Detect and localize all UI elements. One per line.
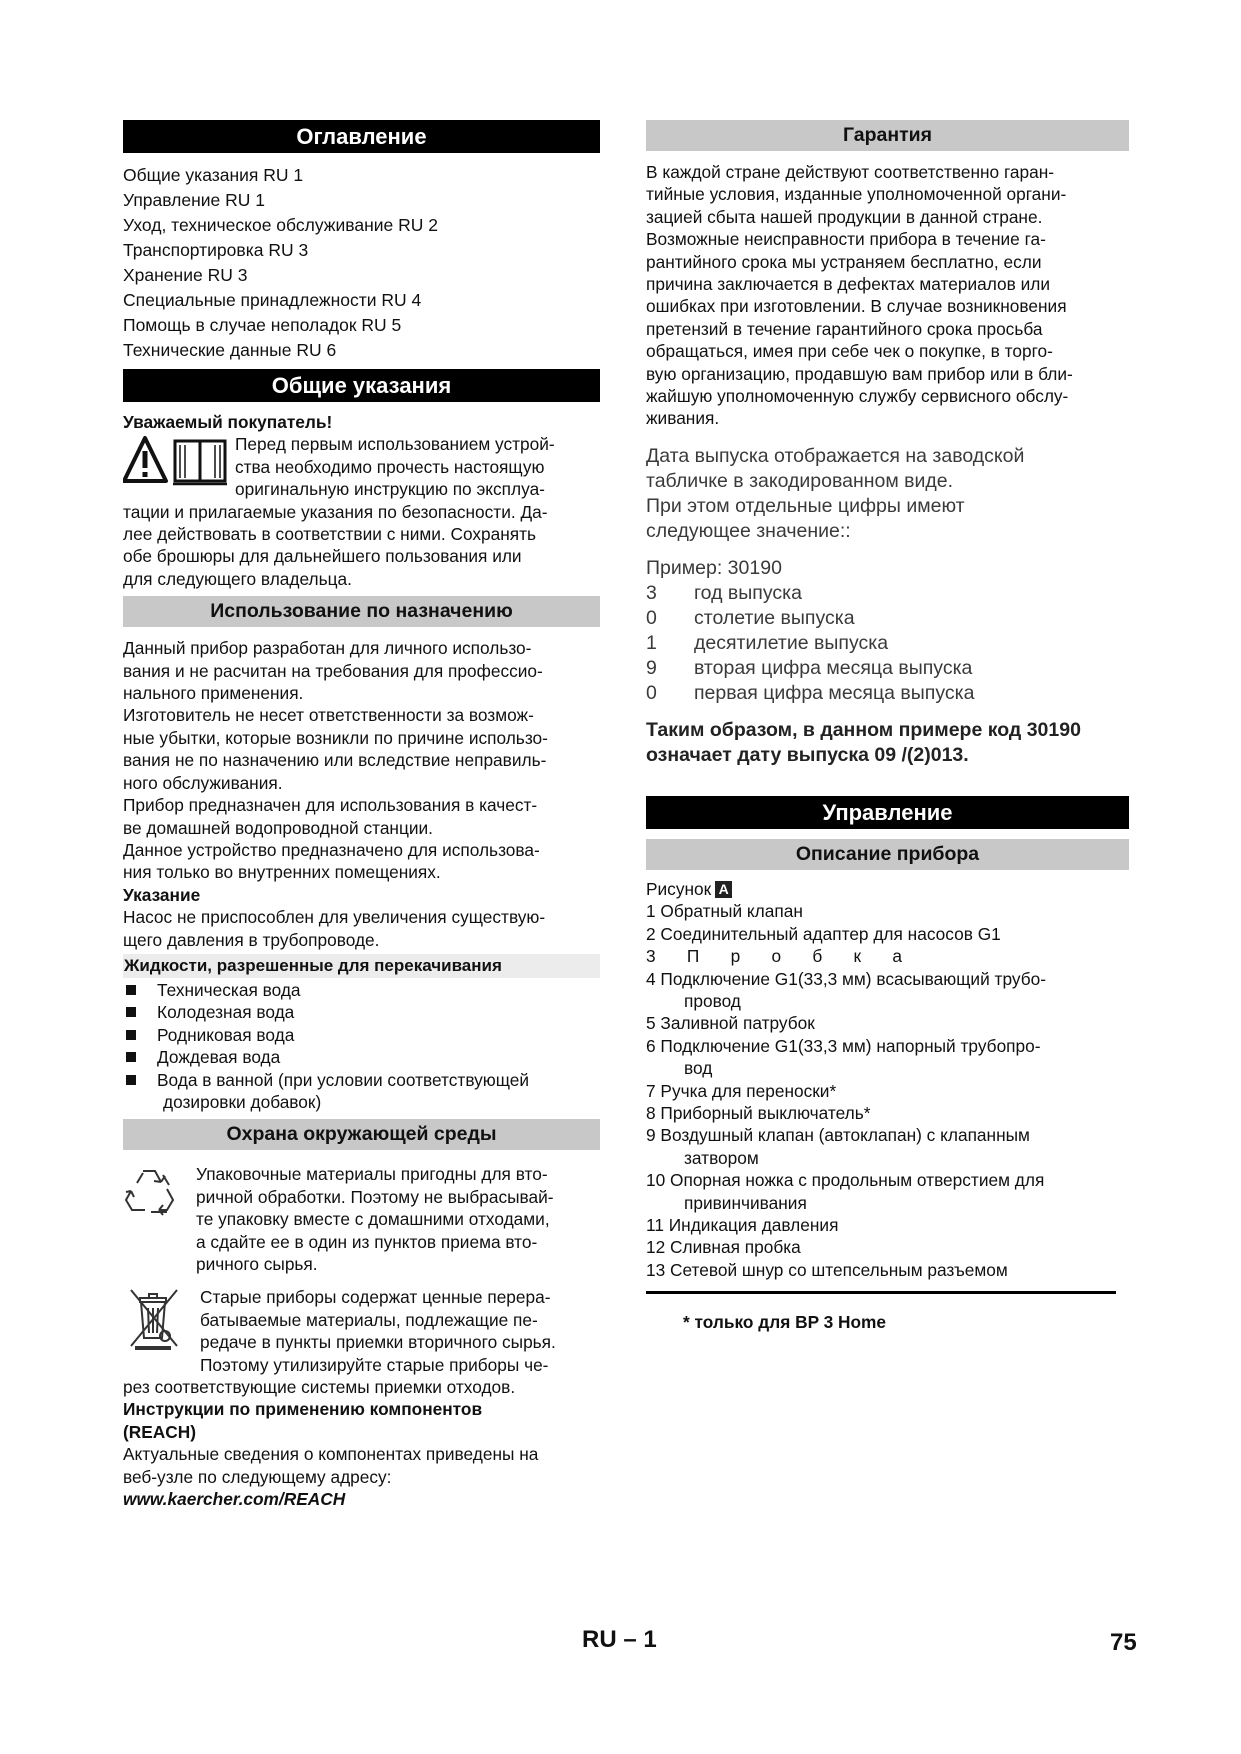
packaging-line: ричного сырья.: [196, 1254, 318, 1274]
warranty-line: претензий в течение гарантийного срока просьба: [646, 318, 1043, 339]
warranty-line: рантийного срока мы устраняем бесплатно, если: [646, 251, 1042, 272]
figure-reference: [646, 878, 1129, 900]
usage-text: [123, 637, 600, 951]
toc-item[interactable]: Общие указания RU 1: [123, 165, 304, 185]
warranty-line: ошибках при изготовлении. В случае возникновения: [646, 296, 1067, 317]
digit: 9: [646, 656, 657, 679]
warranty-line: причина заключается в дефектах материалов или: [646, 274, 1050, 295]
warranty-line: обращаться, имея при себе чек о покупке, в торго-: [646, 341, 1053, 362]
date-code-line: Дата выпуска отображается на заводской: [646, 444, 1025, 467]
intro-line: лее действовать в соответствии с ними. Сохранять: [123, 524, 537, 545]
packaging-line: ричной обработки. Поэтому не выбрасывай-: [196, 1186, 554, 1207]
bullet-icon: [126, 1007, 136, 1017]
reach-title: (REACH): [123, 1421, 196, 1442]
old-devices-line: редаче в пункты приемки вторичного сырья.: [200, 1332, 556, 1353]
list-item: [646, 945, 1129, 967]
warranty-text: [646, 161, 1129, 430]
bullet-icon: [126, 1052, 136, 1062]
right-column: [646, 120, 1129, 1333]
list-item: 13 Сетевой шнур со штепсельным разъемом: [646, 1259, 1008, 1280]
date-code-example: Пример: 30190: [646, 556, 782, 579]
list-item: [123, 1069, 600, 1114]
page-number: 75: [1110, 1629, 1137, 1656]
footnote-divider: [646, 1291, 1116, 1294]
warranty-line: В каждой стране действуют соответственно гаран-: [646, 162, 1055, 182]
packaging-line: Упаковочные материалы пригодны для вто-: [196, 1164, 548, 1185]
meaning: год выпуска: [694, 581, 802, 604]
crossed-bin-icon: [127, 1286, 183, 1352]
usage-line: ного обслуживания.: [123, 772, 283, 793]
toc-title: Оглавление: [123, 120, 600, 153]
device-description-title: Описание прибора: [646, 839, 1129, 870]
list-item: 2 Соединительный адаптер для насосов G1: [646, 923, 1001, 944]
old-devices-line: батываемые материалы, подлежащие пе-: [200, 1309, 538, 1330]
intro-line: обе брошюры для дальнейшего пользования или: [123, 546, 522, 567]
usage-line: ния только во внутренних помещениях.: [123, 862, 441, 883]
meaning: вторая цифра месяца выпуска: [694, 656, 973, 679]
date-code-row: [646, 656, 1129, 681]
list-item: 6 Подключение G1(33,3 мм) напорный трубопро-: [646, 1035, 1041, 1056]
reach-title: Инструкции по применению компонентов: [123, 1399, 483, 1420]
letter: к: [853, 946, 862, 967]
figure-a-icon: A: [715, 881, 732, 898]
list-item: 11 Индикация давления: [646, 1214, 839, 1235]
date-code-line: При этом отдельные цифры имеют: [646, 494, 965, 517]
intro-line: тации и прилагаемые указания по безопасности. Да-: [123, 501, 548, 522]
list-item-text: Колодезная вода: [157, 1002, 295, 1023]
warranty-line: живания.: [646, 408, 720, 429]
list-item: 7 Ручка для переноски*: [646, 1080, 837, 1101]
list-item-continuation: привинчивания: [684, 1192, 807, 1213]
toc-item[interactable]: Хранение RU 3: [123, 265, 248, 285]
reach-url-link[interactable]: www.kaercher.com/REACH: [123, 1489, 346, 1510]
environment-title: Охрана окружающей среды: [123, 1119, 600, 1150]
intro-line: для следующего владельца.: [123, 568, 352, 589]
note-line: щего давления в трубопроводе.: [123, 929, 380, 950]
letter: о: [771, 946, 782, 967]
toc-item[interactable]: Специальные принадлежности RU 4: [123, 290, 422, 310]
meaning: первая цифра месяца выпуска: [694, 681, 975, 704]
toc-item[interactable]: Уход, техническое обслуживание RU 2: [123, 215, 438, 235]
digit: 3: [646, 581, 657, 604]
list-item: 12 Сливная пробка: [646, 1237, 801, 1258]
usage-line: ве домашней водопроводной станции.: [123, 817, 433, 838]
list-item: 1 Обратный клапан: [646, 901, 803, 922]
usage-line: вания не по назначению или вследствие неправиль-: [123, 750, 547, 771]
letter: 3: [646, 946, 656, 967]
letter: П: [686, 946, 700, 967]
date-code-conclusion: Таким образом, в данном примере код 30190: [646, 718, 1081, 741]
old-devices-line: Старые приборы содержат ценные перера-: [200, 1287, 551, 1308]
packaging-line: а сдайте ее в один из пунктов приема вто-: [196, 1231, 538, 1252]
list-item-continuation: вод: [684, 1058, 713, 1079]
toc-item[interactable]: Технические данные RU 6: [123, 340, 337, 360]
meaning: столетие выпуска: [694, 606, 855, 629]
intro-block: [123, 433, 600, 590]
old-devices-line: Поэтому утилизируйте старые приборы че-: [200, 1354, 549, 1375]
date-code-conclusion: означает дату выпуска 09 /(2)013.: [646, 743, 969, 766]
old-devices-block: [123, 1286, 600, 1510]
usage-title: Использование по назначению: [123, 596, 600, 627]
page-label: RU – 1: [582, 1626, 657, 1653]
usage-line: Изготовитель не несет ответственности за возмож-: [123, 705, 534, 726]
packaging-line: те упаковку вместе с домашними отходами,: [196, 1209, 550, 1230]
footnote: * только для BP 3 Home: [683, 1312, 887, 1333]
digit: 0: [646, 681, 657, 704]
bullet-icon: [126, 1030, 136, 1040]
list-item-continuation: провод: [684, 990, 741, 1011]
warning-manual-icon: [123, 433, 233, 489]
control-title: Управление: [646, 796, 1129, 829]
date-code-block: [646, 444, 1129, 768]
usage-line: вания и не расчитан на требования для профессио-: [123, 660, 543, 681]
list-item-text: Техническая вода: [157, 979, 301, 1000]
date-code-row: [646, 681, 1129, 706]
list-item-continuation: затвором: [684, 1147, 759, 1168]
list-item: 4 Подключение G1(33,3 мм) всасывающий трубо-: [646, 968, 1046, 989]
warranty-line: вую организацию, продавшую вам прибор или в бли-: [646, 363, 1073, 384]
bullet-icon: [126, 1075, 136, 1085]
reach-line: веб-узле по следующему адресу:: [123, 1466, 392, 1487]
recycling-icon: [123, 1165, 177, 1217]
liquids-list: [123, 979, 600, 1113]
old-devices-line: рез соответствующие системы приемки отходов.: [123, 1377, 516, 1398]
list-item-text: Дождевая вода: [157, 1047, 281, 1068]
list-item-text: Вода в ванной (при условии соответствующей: [157, 1069, 530, 1090]
liquids-title: Жидкости, разрешенные для перекачивания: [123, 954, 600, 978]
list-item: [123, 979, 600, 1001]
left-column: [123, 120, 600, 1510]
packaging-block: [123, 1163, 600, 1275]
intro-line: оригинальную инструкцию по эксплуа-: [235, 479, 545, 500]
usage-line: Данное устройство предназначено для использова-: [123, 839, 540, 860]
list-item: [123, 1001, 600, 1023]
date-code-row: [646, 631, 1129, 656]
letter: р: [730, 946, 741, 967]
greeting: Уважаемый покупатель!: [123, 412, 333, 432]
usage-line: Данный прибор разработан для личного использо-: [123, 638, 532, 659]
usage-line: нального применения.: [123, 683, 304, 704]
date-code-line: следующее значение::: [646, 519, 851, 542]
toc-item[interactable]: Управление RU 1: [123, 190, 266, 210]
toc-item[interactable]: Помощь в случае неполадок RU 5: [123, 315, 402, 335]
general-title: Общие указания: [123, 369, 600, 402]
list-item: 5 Заливной патрубок: [646, 1013, 815, 1034]
intro-line: Перед первым использованием устрой-: [235, 434, 555, 455]
warranty-title: Гарантия: [646, 120, 1129, 151]
date-code-line: табличке в закодированном виде.: [646, 469, 954, 492]
intro-line: ства необходимо прочесть настоящую: [235, 456, 545, 477]
list-item: [123, 1024, 600, 1046]
list-item: 9 Воздушный клапан (автоклапан) с клапанным: [646, 1125, 1030, 1146]
usage-line: Прибор предназначен для использования в качест-: [123, 795, 538, 816]
list-item: 8 Приборный выключатель*: [646, 1102, 871, 1123]
toc-item[interactable]: Транспортировка RU 3: [123, 240, 309, 260]
letter: а: [892, 946, 902, 967]
usage-line: ные убытки, которые возникли по причине использо-: [123, 727, 548, 748]
warranty-line: жайшую уполномоченную службу сервисного обслу-: [646, 386, 1069, 407]
digit: 1: [646, 631, 657, 654]
toc-list: [123, 163, 600, 363]
warranty-line: зацией сбыта нашей продукции в данной стране.: [646, 206, 1043, 227]
list-item: 10 Опорная ножка с продольным отверстием для: [646, 1170, 1045, 1191]
warranty-line: Возможные неисправности прибора в течение га-: [646, 229, 1046, 250]
meaning: десятилетие выпуска: [694, 631, 889, 654]
list-item-continuation: дозировки добавок): [163, 1091, 322, 1112]
note-line: Насос не приспособлен для увеличения существую-: [123, 907, 546, 928]
device-parts-list: [646, 878, 1129, 1281]
digit: 0: [646, 606, 657, 629]
warranty-line: тийные условия, изданные уполномоченной органи-: [646, 184, 1067, 205]
reach-line: Актуальные сведения о компонентах приведены на: [123, 1444, 539, 1465]
bullet-icon: [126, 985, 136, 995]
figure-label: Рисунок: [646, 878, 712, 899]
date-code-row: [646, 606, 1129, 631]
date-code-row: [646, 581, 1129, 606]
letter: б: [812, 946, 823, 967]
note-title: Указание: [123, 884, 201, 905]
list-item: [123, 1046, 600, 1068]
list-item-text: Родниковая вода: [157, 1024, 295, 1045]
